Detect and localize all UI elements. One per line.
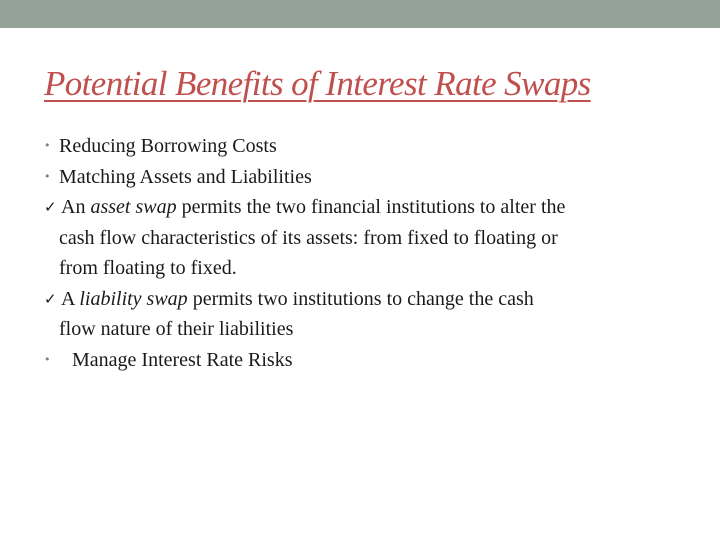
bullet-text: Manage Interest Rate Risks [72,348,293,371]
check-prefix: A [61,287,80,310]
bullet-icon: • [44,139,51,152]
check-continuation: flow nature of their liabilities [59,318,294,340]
check-emphasis: asset swap [90,196,177,218]
bullet-text: Reducing Borrowing Costs [59,135,277,157]
bullet-item [44,162,694,193]
check-text: permits two institutions to change the cash [187,287,534,310]
check-continuation: from floating to fixed. [59,257,237,279]
bullet-item [44,131,694,162]
check-emphasis: liability swap [79,287,188,310]
top-accent-bar [0,0,720,28]
check-item-asset-swap [44,192,694,223]
check-prefix: An [61,196,91,218]
check-continuation: cash flow characteristics of its assets: from fixed to floating or [59,226,558,249]
slide-title: Potential Benefits of Interest Rate Swaps [44,64,591,103]
checkmark-icon: ✓ [44,198,57,216]
bullet-text: Matching Assets and Liabilities [59,165,312,188]
slide-content [44,131,694,375]
bullet-icon: • [44,352,51,366]
check-item-liability-swap [44,284,694,315]
check-text: permits the two financial institutions to alter the [176,196,566,218]
bullet-icon: • [44,169,51,183]
checkmark-icon: ✓ [44,289,57,308]
bullet-item [44,345,694,376]
